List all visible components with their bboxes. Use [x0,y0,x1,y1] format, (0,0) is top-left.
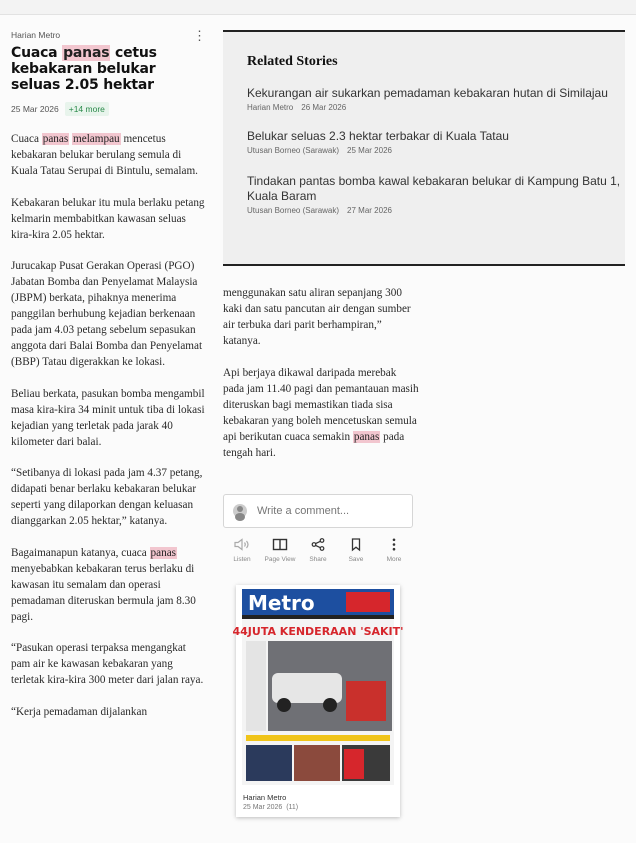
paragraph: Api berjaya dikawal daripada merebak pada jam 11.40 pagi dan pemantauan masih diteruskan bagi memastikan tiada sisa kebakaran yang boleh mencetuskan semula api berikutan cuaca semakin panas pada tengah hari. [223,366,419,459]
newspaper-cover[interactable] [232,589,404,785]
edition-card[interactable] [232,585,404,817]
paragraph: “Kerja pemadaman dijalankan [11,705,148,718]
search-highlight: panas [150,546,177,559]
comment-box[interactable] [223,494,413,528]
more-button[interactable]: More [375,538,413,563]
speaker-icon [234,538,250,551]
bookmark-icon [348,538,364,551]
related-story-title[interactable]: Tindakan pantas bomba kawal kebakaran belukar di Kampung Batu 1, Kuala Baram [247,174,621,203]
share-button[interactable]: Share [299,538,337,563]
related-stories-heading: Related Stories [247,54,338,69]
comment-input[interactable] [255,504,409,518]
article-date: 25 Mar 2026 [11,104,59,114]
paragraph: menggunakan satu aliran sepanjang 300 kaki dan satu pancutan air dengan sumber air terbuka dari parit berhampiran,” katanya. [223,287,411,347]
search-highlight: panas [353,430,380,443]
newspaper-cover-image [232,589,404,785]
avatar-icon [233,504,247,518]
paragraph: “Setibanya di lokasi pada jam 4.37 petang, didapati benar berlaku kebakaran belukar seperti yang dilaporkan dengan keluasan dianggarkan 2.05 hektar,” katanya. [11,467,203,527]
book-icon [272,538,288,551]
options-menu-icon[interactable]: ⋮ [193,28,206,43]
article-column [11,30,207,735]
related-story-item[interactable] [247,86,625,112]
edition-source: Harian Metro [243,793,287,802]
related-story-meta: Harian Metro 26 Mar 2026 [247,103,347,112]
search-highlight: melampau [73,133,120,145]
article-title: Cuaca panas cetus kebakaran belukar seluas 2.05 hektar [11,45,157,93]
related-story-title[interactable]: Kekurangan air sukarkan pemadaman kebakaran hutan di Similajau [247,86,608,100]
related-story-meta: Utusan Borneo (Sarawak) 25 Mar 2026 [247,146,392,155]
paragraph: Jurucakap Pusat Gerakan Operasi (PGO) Jabatan Bomba dan Penyelamat Malaysia (JBPM) berkata, pihaknya menerima panggilan berhubung kejadian berkenaan pada jam 4.03 petang sebelum sepasukan anggota dari Balai Bomba dan Penyelamat (BBP) Tatau digerakkan ke lokasi. [11,260,203,368]
top-bar [0,0,636,15]
search-highlight: panas [63,45,110,61]
save-button[interactable]: Save [337,538,375,563]
paragraph: “Pasukan operasi terpaksa mengangkat pam air ke kawasan kebakaran yang terletak kira-kira 300 meter dari jalan raya. [11,642,204,686]
article-source[interactable]: Harian Metro [11,30,61,40]
more-sources-badge[interactable]: +14 more [65,102,109,116]
related-story-title[interactable]: Belukar seluas 2.3 hektar terbakar di Kuala Tatau [247,129,509,143]
paragraph: Beliau berkata, pasukan bomba mengambil masa kira-kira 34 minit untuk tiba di lokasi kejadian yang terletak pada jarak 40 kilometer dari balai. [11,387,205,448]
related-stories-panel [223,30,625,266]
article-body [11,131,207,720]
search-highlight: panas [42,133,69,145]
edition-meta: 25 Mar 2026 (11) [243,804,299,811]
page-view-button[interactable]: Page View [261,538,299,563]
share-icon [310,538,326,551]
paragraph: Kebakaran belukar itu mula berlaku petang kelmarin membabitkan kawasan seluas kira-kira 2.05 hektar. [11,196,205,241]
related-story-meta: Utusan Borneo (Sarawak) 27 Mar 2026 [247,206,392,215]
article-continuation [223,285,419,476]
action-bar [223,538,413,563]
cover-masthead: Metro [248,591,315,615]
listen-button[interactable]: Listen [223,538,261,563]
paragraph: Cuaca panas melampau mencetus kebakaran belukar berulang semula di Kuala Tatau Serupai di Bintulu, semalam. [11,133,198,177]
article-meta [11,102,207,116]
more-vertical-icon [386,538,402,551]
related-story-item[interactable] [247,129,625,155]
related-story-item[interactable] [247,174,625,215]
cover-headline: 44JUTA KENDERAAN 'SAKIT' [232,625,404,638]
paragraph: Bagaimanapun katanya, cuaca panas menyebabkan kebakaran terus berlaku di kawasan itu semalam dan operasi pemadaman diteruskan bermula jam 8.30 pagi. [11,546,196,623]
